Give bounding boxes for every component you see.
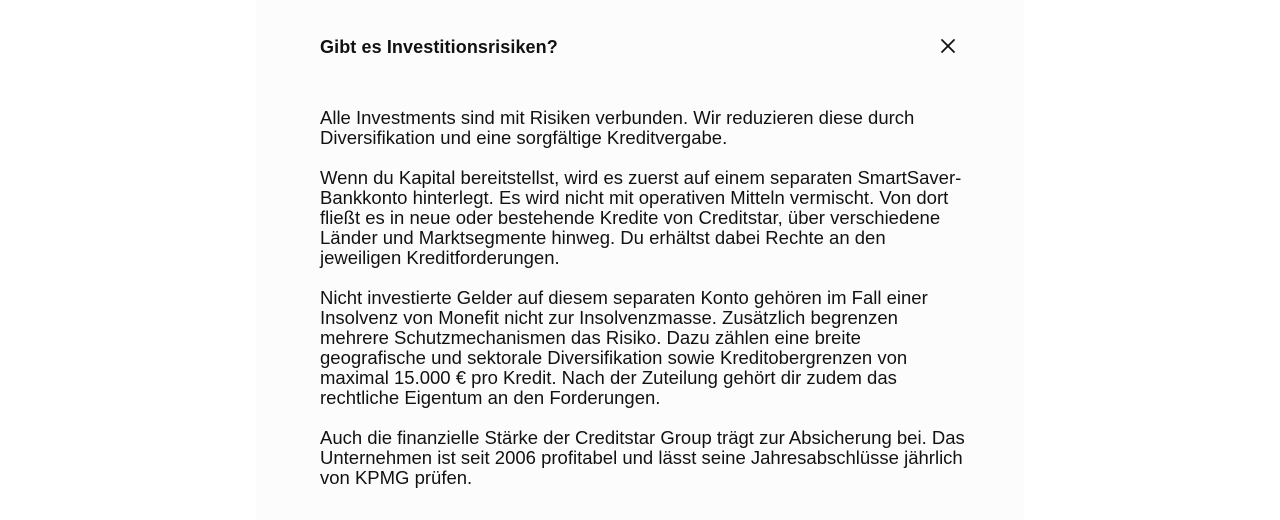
close-button[interactable] <box>938 36 958 56</box>
modal-body <box>320 108 970 508</box>
risk-info-modal <box>256 0 1024 520</box>
modal-title: Gibt es Investitionsrisiken? <box>320 37 558 57</box>
paragraph-intro: Alle Investments sind mit Risiken verbunden. Wir reduzieren diese durch Diversifikation und eine sorgfältige Kreditvergabe. <box>320 107 915 148</box>
close-icon <box>938 36 958 56</box>
paragraph-financial-strength: Auch die finanzielle Stärke der Creditstar Group trägt zur Absicherung bei. Das Unternehmen ist seit 2006 profitabel und lässt seine Jahresabschlüsse jährlich von KPMG prüfen. <box>320 427 965 488</box>
modal-header <box>320 36 960 60</box>
paragraph-capital-flow: Wenn du Kapital bereitstellst, wird es zuerst auf einem separaten SmartSaver-Bankkonto hinterlegt. Es wird nicht mit operativen Mitteln vermischt. Von dort fließt es in neue oder bestehende Kredite von Creditstar, über verschiedene Länder und Marktsegmente hinweg. Du erhältst dabei Rechte an den jeweiligen Kreditforderungen. <box>320 167 962 268</box>
paragraph-protection: Nicht investierte Gelder auf diesem separaten Konto gehören im Fall einer Insolvenz von Monefit nicht zur Insolvenzmasse. Zusätzlich begrenzen mehrere Schutzmechanismen das Risiko. Dazu zählen eine breite geografische und sektorale Diversifikation sowie Kreditobergrenzen von maximal 15.000 € pro Kredit. Nach der Zuteilung gehört dir zudem das rechtliche Eigentum an den Forderungen. <box>320 287 928 408</box>
